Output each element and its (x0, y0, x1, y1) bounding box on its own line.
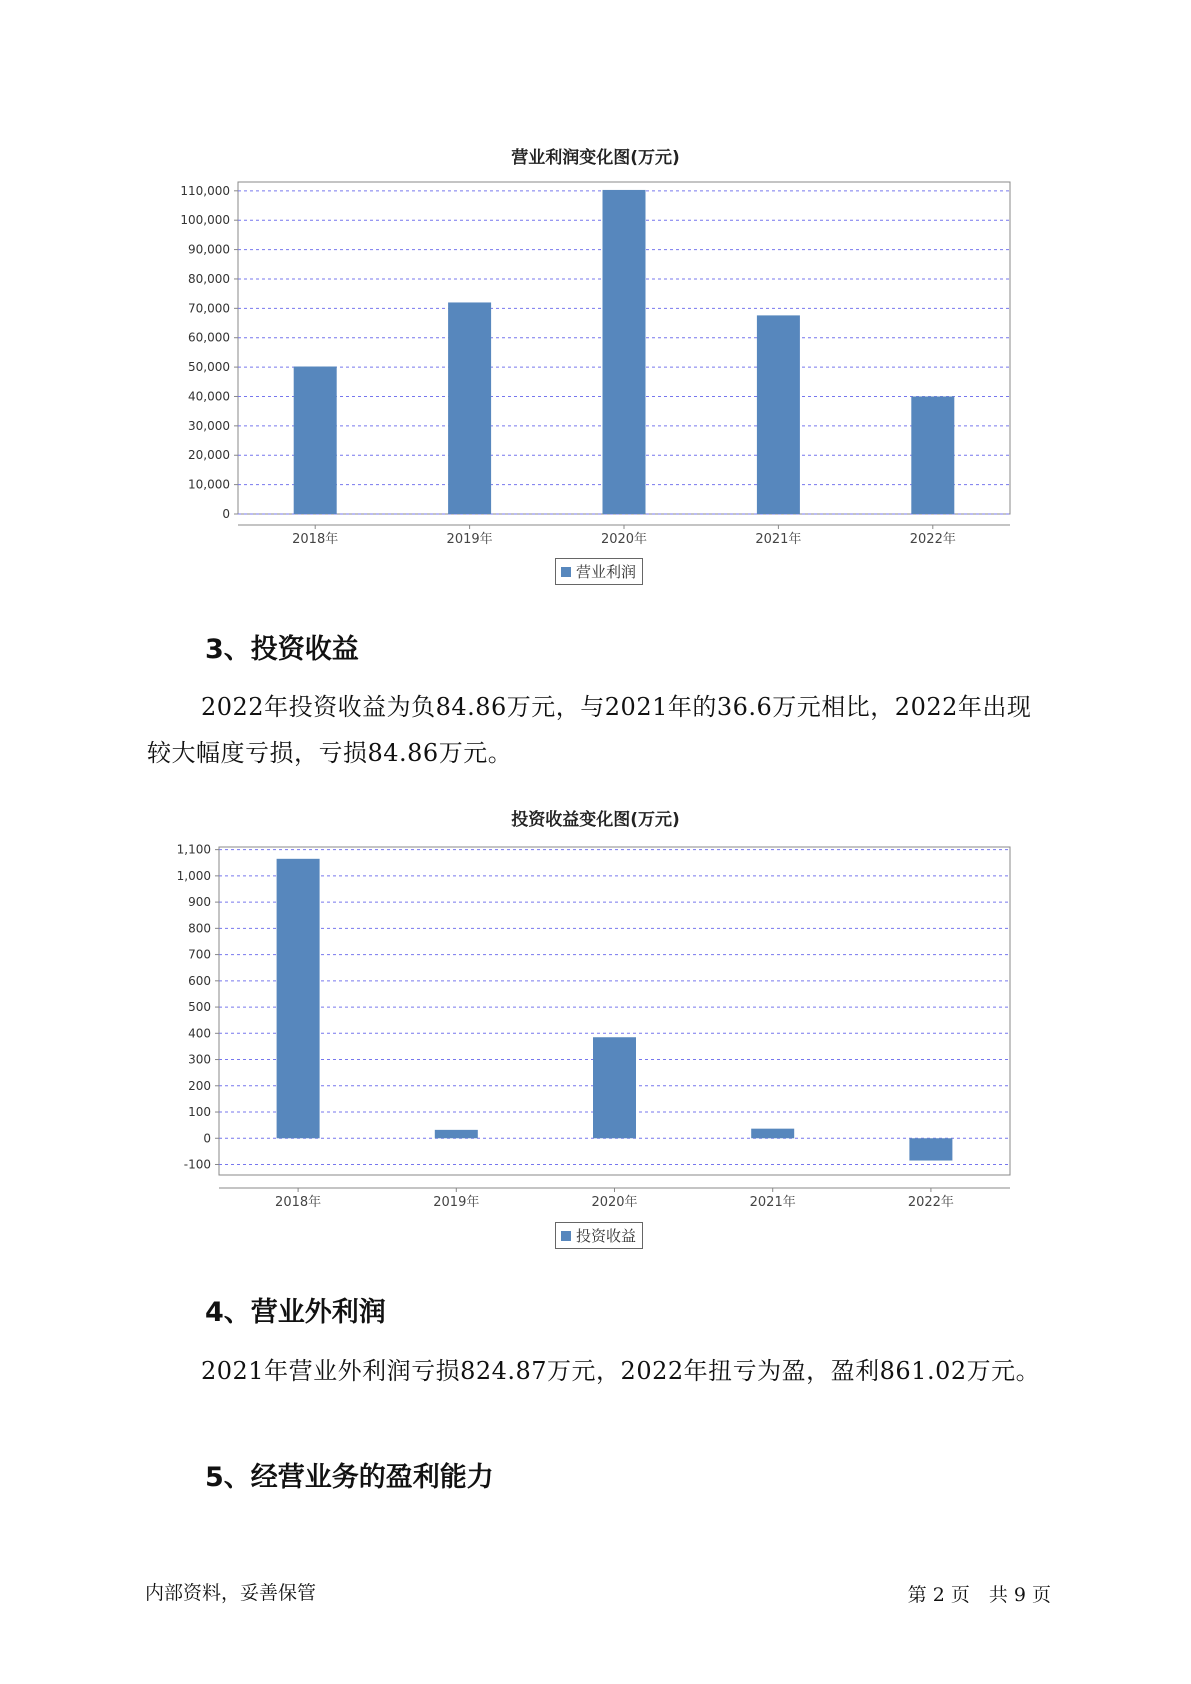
bar-2021年 (751, 1129, 794, 1139)
y-tick-label: 50,000 (188, 360, 230, 375)
legend-swatch (561, 567, 571, 577)
bar-2019年 (448, 302, 491, 514)
y-tick-label: 80,000 (188, 271, 230, 286)
y-tick-label: 40,000 (188, 389, 230, 404)
y-tick-label: 700 (188, 947, 211, 962)
legend-swatch (561, 1231, 571, 1241)
y-tick-label: 110,000 (180, 183, 230, 198)
bar-2022年 (909, 1138, 952, 1160)
x-tick-label: 2022年 (907, 1195, 954, 1210)
y-tick-label: 30,000 (188, 418, 230, 433)
bar-2020年 (593, 1037, 636, 1138)
x-tick-label: 2020年 (600, 532, 648, 547)
y-tick-label: 60,000 (188, 330, 230, 345)
y-tick-label: 500 (188, 1000, 211, 1015)
chart1-title: 营业利润变化图(万元) (511, 148, 680, 168)
x-tick-label: 2020年 (591, 1195, 638, 1210)
bar-2020年 (603, 190, 646, 514)
footer-confidential: 内部资料，妥善保管 (145, 1582, 317, 1604)
y-tick-label: 20,000 (188, 448, 230, 463)
bar-2021年 (757, 315, 800, 514)
y-tick-label: 0 (203, 1131, 211, 1146)
chart1-legend (555, 558, 643, 585)
y-tick-label: 100,000 (180, 213, 230, 228)
bar-2018年 (294, 367, 337, 514)
y-tick-label: 300 (188, 1052, 211, 1067)
bar-2022年 (911, 396, 954, 514)
section-3-paragraph: 2022年投资收益为负84.86万元，与2021年的36.6万元相比，2022年出现较大幅度亏损，亏损84.86万元。 (147, 693, 1032, 767)
x-tick-label: 2018年 (275, 1195, 322, 1210)
section-4-heading: 4、营业外利润 (205, 1297, 386, 1328)
y-tick-label: -100 (183, 1157, 211, 1172)
chart2-title: 投资收益变化图(万元) (511, 810, 680, 830)
footer-page-number: 第 2 页 共 9 页 (907, 1584, 1051, 1606)
x-tick-label: 2022年 (909, 532, 956, 547)
y-tick-label: 200 (188, 1078, 211, 1093)
y-tick-label: 1,000 (176, 868, 211, 883)
y-tick-label: 90,000 (188, 242, 230, 257)
y-tick-label: 600 (188, 973, 211, 988)
y-tick-label: 800 (188, 921, 211, 936)
x-tick-label: 2018年 (292, 532, 339, 547)
y-tick-label: 1,100 (176, 842, 211, 857)
section-3-heading: 3、投资收益 (205, 634, 359, 665)
bar-2019年 (435, 1130, 478, 1138)
investment-income-chart (0, 835, 1191, 1220)
operating-profit-chart (0, 170, 1191, 555)
y-tick-label: 100 (188, 1105, 211, 1120)
y-tick-label: 900 (188, 895, 211, 910)
y-tick-label: 400 (188, 1026, 211, 1041)
y-tick-label: 0 (222, 507, 230, 521)
x-tick-label: 2019年 (446, 532, 493, 547)
chart2-legend-label: 投资收益 (576, 1227, 637, 1245)
y-tick-label: 70,000 (188, 301, 230, 316)
section-5-heading: 5、经营业务的盈利能力 (205, 1462, 494, 1493)
chart1-legend-label: 营业利润 (576, 563, 637, 581)
y-tick-label: 10,000 (188, 477, 230, 492)
bar-2018年 (277, 859, 320, 1138)
x-tick-label: 2021年 (755, 532, 802, 547)
x-tick-label: 2019年 (433, 1195, 480, 1210)
chart2-legend (555, 1222, 643, 1249)
x-tick-label: 2021年 (749, 1195, 796, 1210)
section-4-paragraph: 2021年营业外利润亏损824.87万元，2022年扭亏为盈，盈利861.02万元。 (201, 1357, 1041, 1385)
